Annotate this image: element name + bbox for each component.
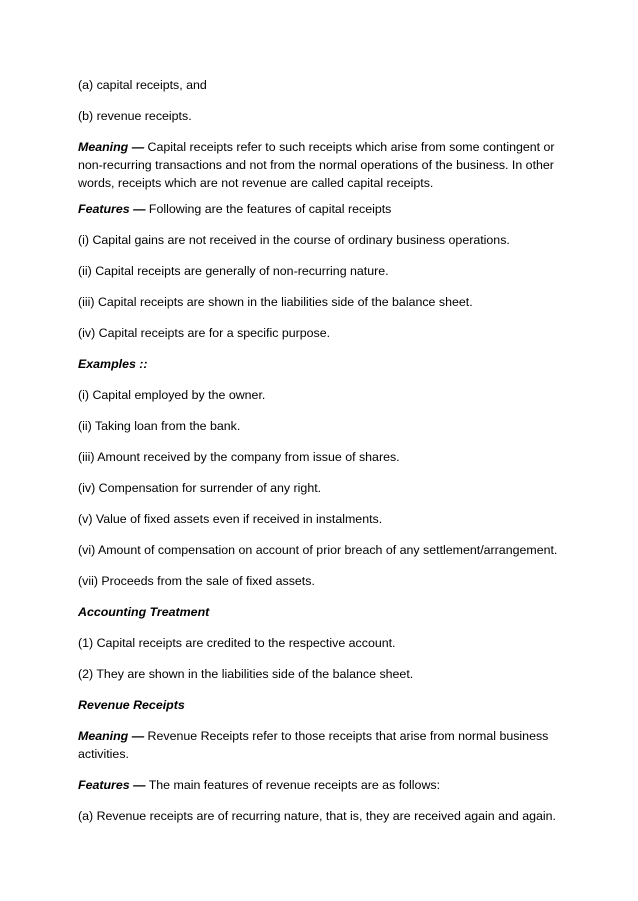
paragraph-text: (a) capital receipts, and [78, 78, 207, 92]
list-item [78, 510, 558, 528]
list-item [78, 417, 558, 435]
list-item [78, 293, 558, 311]
list-item [78, 634, 558, 652]
list-item [78, 324, 558, 342]
paragraph-line: activities. [78, 747, 129, 761]
paragraph-lead: Meaning — [78, 729, 145, 743]
list-item [78, 572, 558, 590]
paragraph-text: (iii) Capital receipts are shown in the liabilities side of the balance sheet. [78, 295, 473, 309]
paragraph-text: (vi) Amount of compensation on account of prior breach of any settlement/arrangement. [78, 543, 558, 557]
paragraph-revenue-meaning [78, 727, 558, 763]
paragraph-capital-meaning [78, 138, 558, 192]
paragraph-lead: Features — [78, 778, 146, 792]
paragraph-text: (b) revenue receipts. [78, 109, 192, 123]
paragraph-capital-features [78, 200, 558, 218]
paragraph-revenue-receipts-item [78, 107, 558, 125]
list-item [78, 448, 558, 466]
paragraph-text: (iv) Compensation for surrender of any right. [78, 481, 322, 495]
list-item [78, 807, 558, 825]
paragraph-text: (v) Value of fixed assets even if received in instalments. [78, 512, 383, 526]
section-heading-revenue-receipts [78, 696, 558, 714]
paragraph-text: Following are the features of capital receipts [145, 202, 392, 216]
list-item [78, 665, 558, 683]
list-item [78, 231, 558, 249]
paragraph-line: Revenue Receipts refer to those receipts that arise from normal business [144, 729, 549, 743]
paragraph-text: (i) Capital employed by the owner. [78, 388, 266, 402]
paragraph-lead: Meaning — [78, 140, 145, 154]
paragraph-text: (iv) Capital receipts are for a specific purpose. [78, 326, 331, 340]
list-item [78, 386, 558, 404]
paragraph-line: words, receipts which are not revenue are called capital receipts. [78, 176, 434, 190]
paragraph-lead: Features — [78, 202, 146, 216]
heading-text: Accounting Treatment [78, 605, 210, 619]
paragraph-text: (i) Capital gains are not received in the course of ordinary business operations. [78, 233, 510, 247]
paragraph-text: (2) They are shown in the liabilities side of the balance sheet. [78, 667, 414, 681]
paragraph-capital-receipts-item [78, 76, 558, 94]
section-heading-accounting-treatment [78, 603, 558, 621]
paragraph-text: (ii) Capital receipts are generally of non-recurring nature. [78, 264, 389, 278]
heading-text: Examples :: [78, 357, 148, 371]
paragraph-revenue-features [78, 776, 558, 794]
list-item [78, 262, 558, 280]
paragraph-text: (iii) Amount received by the company from issue of shares. [78, 450, 400, 464]
heading-text: Revenue Receipts [78, 698, 185, 712]
paragraph-line: Capital receipts refer to such receipts which arise from some contingent or [144, 140, 555, 154]
section-heading-examples [78, 355, 558, 373]
list-item [78, 479, 558, 497]
paragraph-text: (a) Revenue receipts are of recurring nature, that is, they are received again and again. [78, 809, 557, 823]
paragraph-text: (ii) Taking loan from the bank. [78, 419, 241, 433]
paragraph-line: non-recurring transactions and not from the normal operations of the business. In other [78, 158, 554, 172]
list-item [78, 541, 558, 559]
paragraph-text: The main features of revenue receipts are as follows: [145, 778, 441, 792]
paragraph-text: (vii) Proceeds from the sale of fixed assets. [78, 574, 315, 588]
paragraph-text: (1) Capital receipts are credited to the respective account. [78, 636, 396, 650]
